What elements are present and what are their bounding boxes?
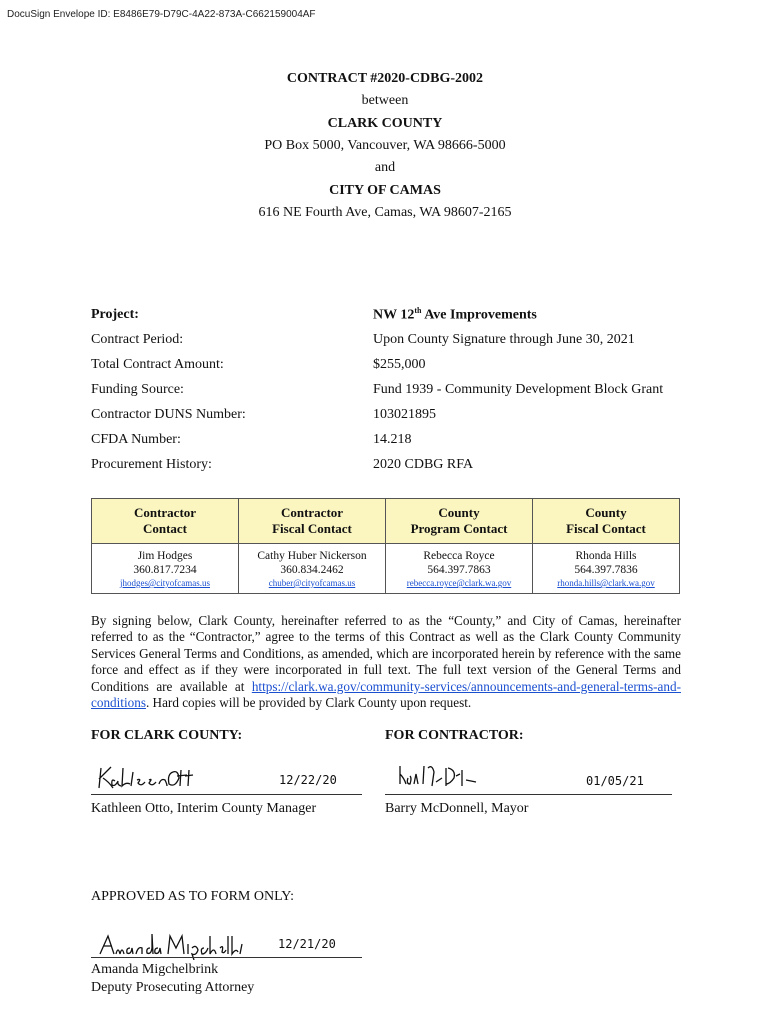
- party2-name: CITY OF CAMAS: [329, 183, 441, 198]
- contact-name: Cathy Huber Nickerson: [257, 550, 367, 562]
- contact-phone: 360.834.2462: [280, 564, 344, 576]
- contact-name: Jim Hodges: [137, 550, 193, 562]
- contacts-header: Contractor Fiscal Contact: [239, 499, 386, 544]
- county-signature-line: [91, 794, 362, 795]
- agreement-paragraph: By signing below, Clark County, hereinafter referred to as the “County,” and City of Camas, hereinafter referred to as the “Contractor,” agree to the terms of this Contract as well as the Clark County Community Services General Terms and Conditions, as amended, which are incorporated herein by reference with the same force and effect as if they were incorporated in full text. The full text version of the General Terms and Conditions are available at https://clark.wa.gov/community-services/announcements-and-general-terms-and-conditions. Hard copies will be provided by Clark County upon request.: [91, 613, 681, 711]
- county-sign-date: 12/22/20: [279, 773, 337, 787]
- info-value: NW 12th Ave Improvements: [373, 305, 537, 323]
- contacts-header: County Fiscal Contact: [533, 499, 680, 544]
- county-signature-title: FOR CLARK COUNTY:: [91, 728, 243, 743]
- contacts-row: [92, 544, 680, 594]
- and-text: and: [374, 160, 396, 175]
- info-row: [91, 402, 691, 427]
- docusign-envelope-id: DocuSign Envelope ID: E8486E79-D79C-4A22-873A-C662159004AF: [7, 9, 316, 20]
- contact-email-link[interactable]: chuber@cityofcamas.us: [268, 578, 356, 588]
- info-label: Procurement History:: [91, 456, 212, 472]
- info-value: Upon County Signature through June 30, 2021: [373, 331, 635, 347]
- attorney-name: Amanda Migchelbrink: [91, 962, 219, 977]
- contacts-table: [91, 498, 680, 594]
- info-row: [91, 327, 691, 352]
- contact-cell: [533, 544, 680, 594]
- info-value: Fund 1939 - Community Development Block Grant: [373, 381, 664, 397]
- info-row-project: [91, 302, 691, 327]
- contact-cell: [92, 544, 239, 594]
- attorney-title: Deputy Prosecuting Attorney: [91, 980, 255, 995]
- contacts-header: County Program Contact: [386, 499, 533, 544]
- info-row: [91, 427, 691, 452]
- info-row: [91, 377, 691, 402]
- attorney-signature-image: [96, 930, 246, 960]
- attorney-signature-line: [91, 957, 362, 958]
- contact-email-link[interactable]: rebecca.royce@clark.wa.gov: [406, 578, 512, 588]
- info-label: Contract Period:: [91, 331, 184, 347]
- party1-name: CLARK COUNTY: [327, 116, 443, 131]
- contract-info: [91, 302, 691, 477]
- info-value: 14.218: [373, 431, 412, 447]
- info-value: 103021895: [373, 406, 436, 422]
- contact-cell: [239, 544, 386, 594]
- county-signer-name: Kathleen Otto, Interim County Manager: [91, 801, 317, 816]
- contact-name: Rhonda Hills: [575, 550, 637, 562]
- contractor-sign-date: 01/05/21: [586, 774, 644, 788]
- info-label: CFDA Number:: [91, 431, 181, 447]
- terms-link[interactable]: https://clark.wa.gov/community-services/announcements-and-general-terms-and-conditions: [91, 678, 681, 711]
- info-label: Project:: [91, 306, 139, 322]
- contact-phone: 564.397.7836: [574, 564, 638, 576]
- county-signature-image: [95, 762, 195, 794]
- info-label: Funding Source:: [91, 381, 184, 397]
- approved-as-to-form-label: APPROVED AS TO FORM ONLY:: [91, 889, 294, 904]
- contractor-signer-name: Barry McDonnell, Mayor: [385, 801, 529, 816]
- contract-number: CONTRACT #2020-CDBG-2002: [286, 71, 484, 86]
- info-row: [91, 452, 691, 477]
- info-row: [91, 352, 691, 377]
- between-text: between: [361, 93, 409, 108]
- contractor-signature-title: FOR CONTRACTOR:: [385, 728, 524, 743]
- contact-phone: 360.817.7234: [133, 564, 197, 576]
- contact-name: Rebecca Royce: [423, 550, 495, 562]
- contractor-signature-image: [396, 762, 480, 790]
- attorney-sign-date: 12/21/20: [278, 937, 336, 951]
- info-label: Contractor DUNS Number:: [91, 406, 246, 422]
- contacts-header-row: [92, 499, 680, 544]
- party2-address: 616 NE Fourth Ave, Camas, WA 98607-2165: [258, 205, 512, 220]
- contract-header: [0, 68, 770, 224]
- contact-phone: 564.397.7863: [427, 564, 491, 576]
- contact-email-link[interactable]: jhodges@cityofcamas.us: [119, 578, 211, 588]
- contact-email-link[interactable]: rhonda.hills@clark.wa.gov: [557, 578, 655, 588]
- party1-address: PO Box 5000, Vancouver, WA 98666-5000: [264, 138, 506, 153]
- info-value: $255,000: [373, 356, 426, 372]
- contact-cell: [386, 544, 533, 594]
- info-value: 2020 CDBG RFA: [373, 456, 474, 472]
- contacts-header: Contractor Contact: [92, 499, 239, 544]
- contractor-signature-line: [385, 794, 672, 795]
- info-label: Total Contract Amount:: [91, 356, 224, 372]
